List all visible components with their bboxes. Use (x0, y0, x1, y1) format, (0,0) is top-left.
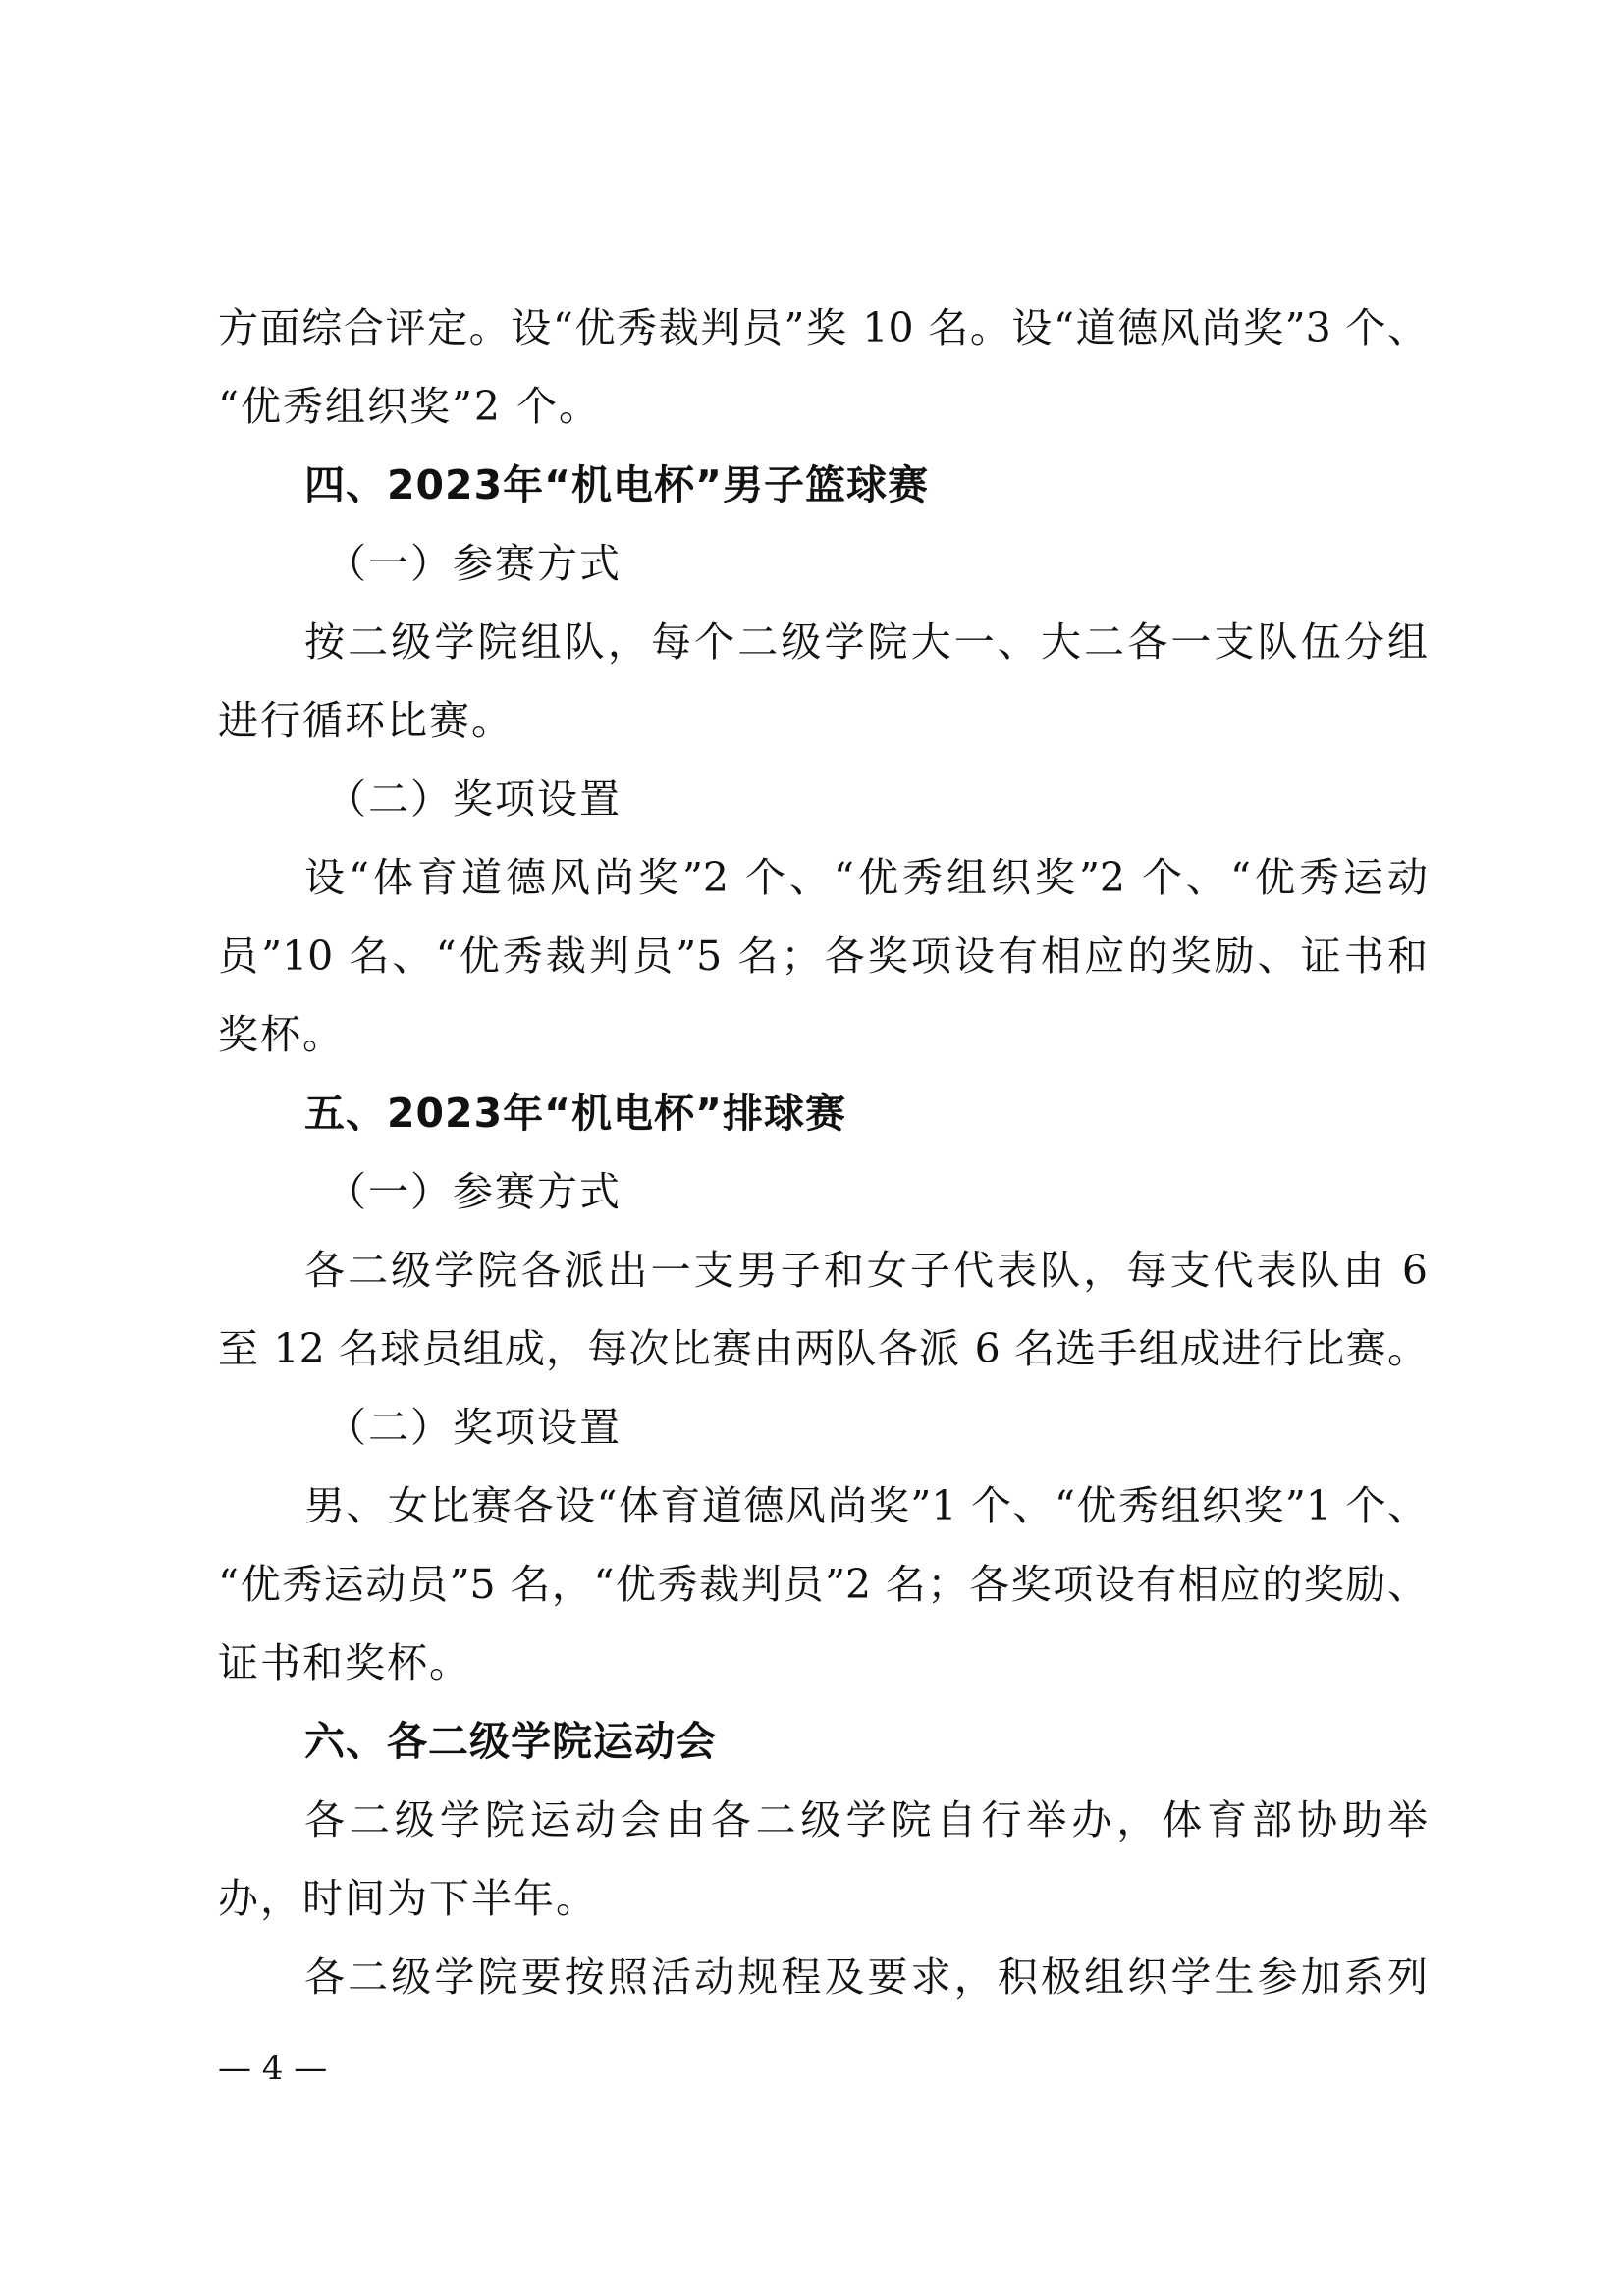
section-heading-basketball: 四、2023年“机电杯”男子篮球赛 (304, 461, 930, 508)
paragraph-line: 男、女比赛各设“体育道德风尚奖”1 个、“优秀组织奖”1 个、 (304, 1482, 1428, 1529)
section-heading-volleyball: 五、2023年“机电杯”排球赛 (304, 1090, 847, 1137)
subheading-participation: （一）参赛方式 (326, 540, 622, 587)
paragraph-line: 各二级学院运动会由各二级学院自行举办，体育部协助举 (304, 1796, 1428, 1843)
paragraph-line: “优秀组织奖”2 个。 (218, 383, 602, 430)
paragraph-line: 设“体育道德风尚奖”2 个、“优秀组织奖”2 个、“优秀运动 (304, 854, 1428, 901)
subheading-awards: （二）奖项设置 (326, 775, 622, 823)
subheading-awards: （二）奖项设置 (326, 1404, 622, 1451)
paragraph-line: “优秀运动员”5 名，“优秀裁判员”2 名；各奖项设有相应的奖励、 (218, 1561, 1428, 1608)
paragraph-line: 奖杯。 (218, 1011, 345, 1058)
subheading-participation: （一）参赛方式 (326, 1168, 622, 1215)
paragraph-line: 进行循环比赛。 (218, 697, 514, 744)
paragraph-line: 各二级学院各派出一支男子和女子代表队，每支代表队由 6 (304, 1247, 1428, 1294)
paragraph-line: 方面综合评定。设“优秀裁判员”奖 10 名。设“道德风尚奖”3 个、 (218, 304, 1428, 351)
paragraph-line: 各二级学院要按照活动规程及要求，积极组织学生参加系列 (304, 1953, 1428, 2001)
paragraph-line: 办，时间为下半年。 (218, 1875, 598, 1922)
paragraph-line: 员”10 名、“优秀裁判员”5 名；各奖项设有相应的奖励、证书和 (218, 933, 1428, 980)
section-heading-college-games: 六、各二级学院运动会 (304, 1718, 717, 1765)
paragraph-line: 证书和奖杯。 (218, 1639, 471, 1686)
paragraph-line: 按二级学院组队，每个二级学院大一、大二各一支队伍分组 (304, 618, 1428, 666)
page-number: — 4 — (218, 2049, 328, 2088)
paragraph-line: 至 12 名球员组成，每次比赛由两队各派 6 名选手组成进行比赛。 (218, 1325, 1428, 1372)
